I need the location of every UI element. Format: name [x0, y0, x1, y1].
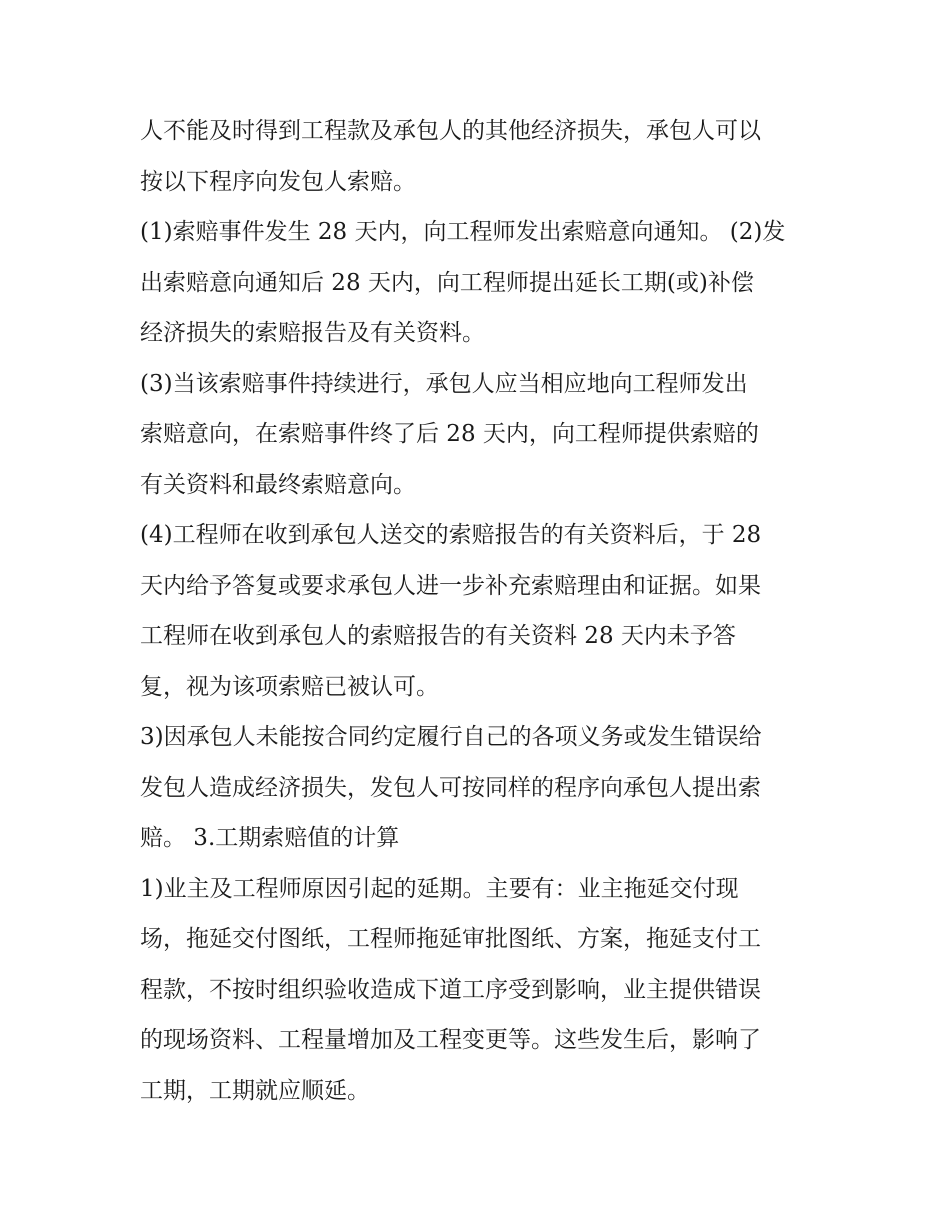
text-line: (3)当该索赔事件持续进行，承包人应当相应地向工程师发出 — [140, 370, 748, 397]
text-line: 的现场资料、工程量增加及工程变更等。这些发生后，影响了 — [140, 1027, 761, 1053]
text-line: 天内给予答复或要求承包人进一步补充索赔理由和证据。如果 — [140, 572, 761, 599]
text-line: (4)工程师在收到承包人送交的索赔报告的有关资料后，于 28 — [140, 522, 762, 548]
text-line: 复，视为该项索赔已被认可。 — [140, 673, 439, 700]
document-body — [140, 106, 830, 1116]
text-line: 赔。 3.工期索赔值的计算 — [140, 825, 400, 851]
text-line: 工期，工期就应顺延。 — [140, 1077, 370, 1104]
text-line: 场，拖延交付图纸，工程师拖延审批图纸、方案，拖延支付工 — [140, 926, 761, 952]
text-line: 3)因承包人未能按合同约定履行自己的各项义务或发生错误给 — [140, 724, 762, 750]
text-line: 出索赔意向通知后 28 天内，向工程师提出延长工期(或)补偿 — [140, 269, 754, 296]
text-line: 工程师在收到承包人的索赔报告的有关资料 28 天内未予答 — [140, 623, 736, 649]
text-line: 程款，不按时组织验收造成下道工序受到影响，业主提供错误 — [140, 976, 761, 1003]
text-line: 有关资料和最终索赔意向。 — [140, 471, 416, 498]
text-line: 发包人造成经济损失，发包人可按同样的程序向承包人提出索 — [140, 774, 761, 801]
text-line: 经济损失的索赔报告及有关资料。 — [140, 320, 485, 346]
text-line: (1)索赔事件发生 28 天内，向工程师发出索赔意向通知。 (2)发 — [140, 219, 786, 245]
text-line: 1)业主及工程师原因引起的延期。主要有：业主拖延交付现 — [140, 875, 739, 902]
text-line: 人不能及时得到工程款及承包人的其他经济损失，承包人可以 — [140, 118, 761, 144]
text-line: 按以下程序向发包人索赔。 — [140, 168, 416, 195]
text-line: 索赔意向，在索赔事件终了后 28 天内，向工程师提供索赔的 — [140, 421, 759, 447]
